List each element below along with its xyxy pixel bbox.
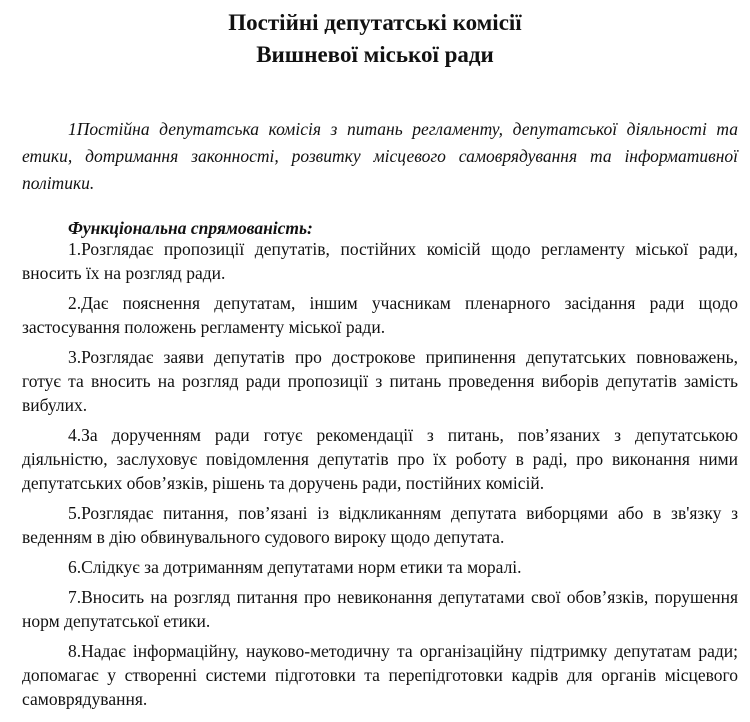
function-item-6: 6.Слідкує за дотриманням депутатами норм етики та моралі.	[68, 557, 522, 577]
function-item-5: 5.Розглядає питання, пов’язані із відкликанням депутата виборцями або в зв'язку з веденням в дію обвинувального судового вироку щодо депутата.	[22, 503, 738, 547]
document-title-line-2: Вишневої міської ради	[256, 42, 494, 67]
section-heading: Функціональна спрямованість:	[68, 218, 313, 238]
document-title-line-1: Постійні депутатські комісії	[228, 10, 522, 35]
function-item-3: 3.Розглядає заяви депутатів про дострокове припинення депутатських повноважень, готує та вносить на розгляд ради пропозиції з питань проведення виборів депутатів замість вибулих.	[22, 347, 738, 415]
commission-name: 1Постійна депутатська комісія з питань регламенту, депутатської діяльності та етики, дотримання законності, розвитку місцевого самоврядування та інформативної політики.	[22, 119, 738, 193]
function-item-8: 8.Надає інформаційну, науково-методичну та організаційну підтримку депутатам ради; допомагає у створенні системи підготовки та перепідготовки кадрів для органів місцевого самоврядування.	[22, 641, 738, 709]
functions-list	[22, 237, 738, 717]
function-item-7: 7.Вносить на розгляд питання про невиконання депутатами свої обов’язків, порушення норм депутатської етики.	[22, 587, 738, 631]
function-item-2: 2.Дає пояснення депутатам, іншим учасникам пленарного засідання ради щодо застосування положень регламенту міської ради.	[22, 293, 738, 337]
function-item-4: 4.За дорученням ради готує рекомендації з питань, пов’язаних з депутатською діяльністю, заслуховує повідомлення депутатів про їх роботу в раді, про виконання ними депутатських обов’язків, рішень та доручень ради, постійних комісій.	[22, 425, 738, 493]
function-item-1: 1.Розглядає пропозиції депутатів, постійних комісій щодо регламенту міської ради, вносить їх на розгляд ради.	[22, 239, 738, 283]
